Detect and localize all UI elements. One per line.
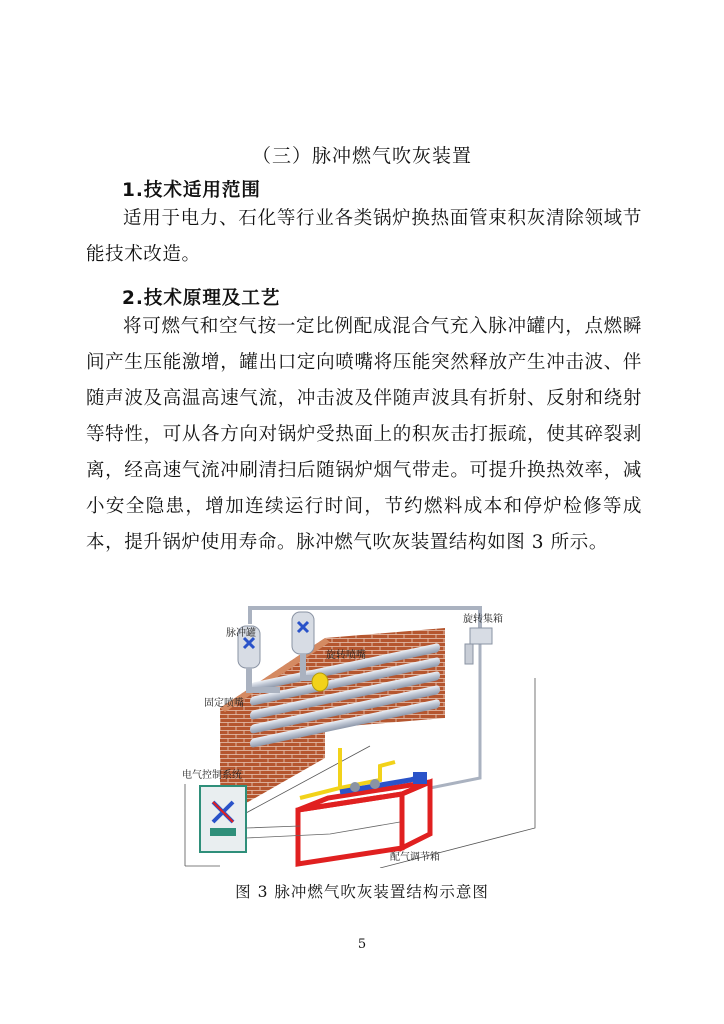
top-pipe	[250, 608, 480, 633]
label-rotary-nozzle: 旋转喷嘴	[326, 650, 366, 661]
label-control-system: 电气控制系统	[182, 770, 242, 781]
label-pulse-tank: 脉冲罐	[226, 628, 256, 639]
page-number: 5	[357, 937, 367, 952]
section-title: （三）脉冲燃气吹灰装置	[251, 145, 472, 167]
paragraph-principle-process: 将可燃气和空气按一定比例配成混合气充入脉冲罐内，点燃瞬间产生压能激增，罐出口定向喷嘴将压能突然释放产生冲击波、伴随声波及高温高速气流，冲击波及伴随声波具有折射、反射和绕射等特性，可从各方向对锅炉受热面上的积灰击打振疏，使其碎裂剥离，经高速气流冲刷清扫后随锅炉烟气带走。可提升换热效率，减小安全隐患，增加连续运行时间，节约燃料成本和停炉检修等成本，提升锅炉使用寿命。脉冲燃气吹灰装置结构如图 3 所示。	[86, 316, 642, 553]
figure-illustration	[180, 598, 550, 868]
heading-principle-process: 2.技术原理及工艺	[122, 288, 281, 309]
figure-caption: 图 3 脉冲燃气吹灰装置结构示意图	[235, 883, 489, 901]
heading-applicable-scope: 1.技术适用范围	[122, 180, 261, 201]
label-rotary-collector: 旋转集箱	[463, 614, 503, 625]
control-cable	[246, 822, 400, 838]
label-fixed-nozzle: 固定喷嘴	[204, 698, 244, 709]
paragraph-applicable-scope: 适用于电力、石化等行业各类锅炉换热面管束积灰清除领域节能技术改造。	[86, 208, 642, 265]
figure-pulse-gas-soot-blower	[180, 598, 550, 868]
label-gas-regulation: 配气调节箱	[390, 852, 440, 863]
control-cabinet	[200, 786, 246, 852]
